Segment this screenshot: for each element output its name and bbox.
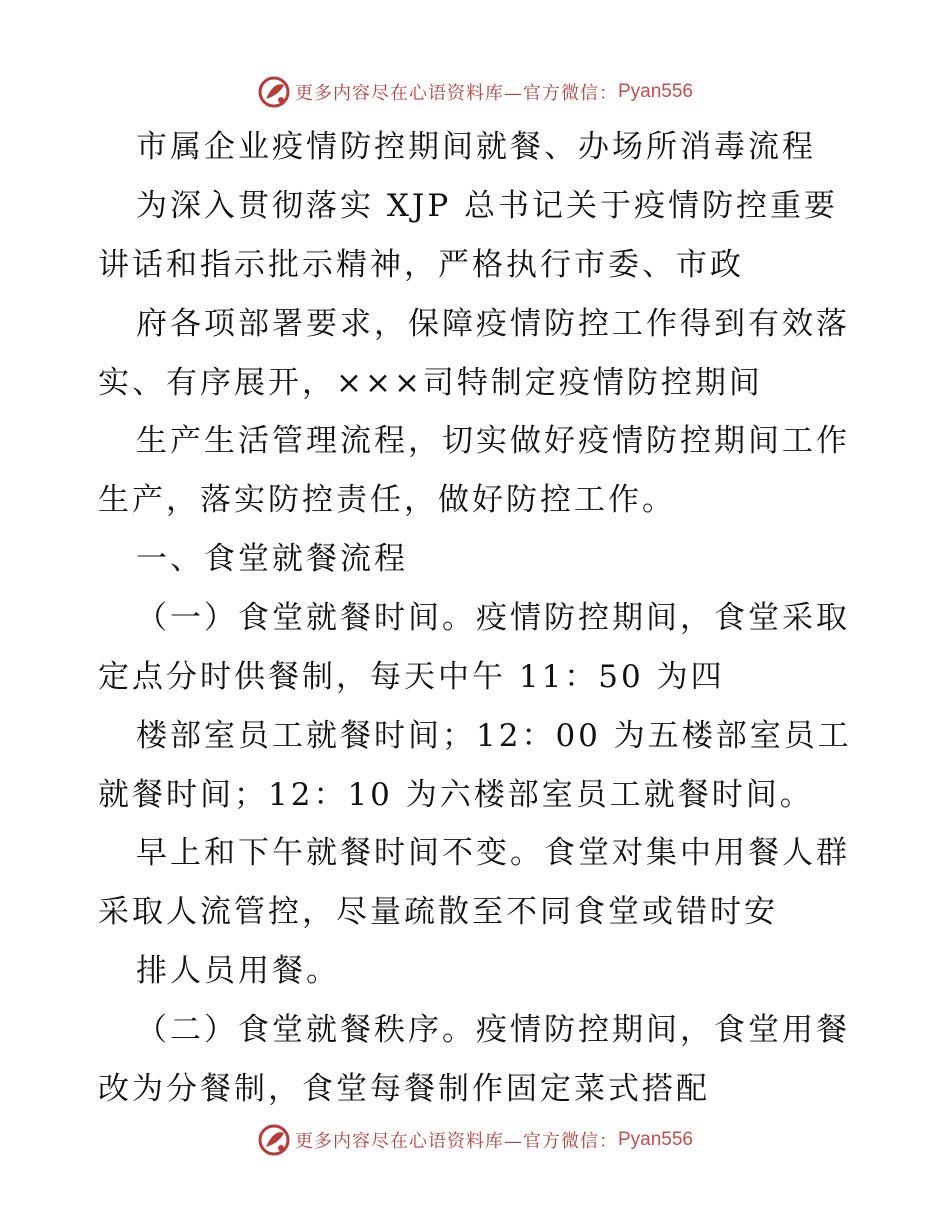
paragraph-line: 为深入贯彻落实 XJP 总书记关于疫情防控重要 bbox=[136, 188, 839, 224]
leaf-seal-icon bbox=[257, 1123, 291, 1157]
paragraph-line: 生产生活管理流程，切实做好疫情防控期间工作 bbox=[136, 423, 850, 459]
paragraph-line: 生产，落实防控责任，做好防控工作。 bbox=[98, 482, 676, 518]
paragraph-line: 府各项部署要求，保障疫情防控工作得到有效落 bbox=[136, 306, 850, 342]
paragraph-line: 改为分餐制，食堂每餐制作固定菜式搭配 bbox=[98, 1071, 710, 1107]
paragraph-line: 排人员用餐。 bbox=[136, 953, 340, 989]
paragraph-line: 讲话和指示批示精神，严格执行市委、市政 bbox=[98, 247, 744, 283]
paragraph-line: 楼部室员工就餐时间；12：00 为五楼部室员工 bbox=[136, 718, 852, 754]
watermark-wechat-id: Pyan556 bbox=[617, 1129, 693, 1150]
section-heading: 一、食堂就餐流程 bbox=[136, 541, 408, 577]
paragraph-line: 定点分时供餐制，每天中午 11：50 为四 bbox=[98, 659, 725, 695]
watermark-text: 更多内容尽在心语资料库—官方微信： bbox=[294, 83, 618, 104]
paragraph-line: （一）食堂就餐时间。疫情防控期间，食堂采取 bbox=[136, 600, 850, 636]
document-title: 市属企业疫情防控期间就餐、办场所消毒流程 bbox=[136, 129, 816, 165]
paragraph-line: 就餐时间；12：10 为六楼部室员工就餐时间。 bbox=[98, 777, 814, 813]
paragraph-line: 实、有序展开，×××司特制定疫情防控期间 bbox=[98, 365, 763, 401]
paragraph-line: （二）食堂就餐秩序。疫情防控期间，食堂用餐 bbox=[136, 1012, 850, 1048]
paragraph-line: 采取人流管控，尽量疏散至不同食堂或错时安 bbox=[98, 894, 778, 930]
watermark-text: 更多内容尽在心语资料库—官方微信： bbox=[294, 1131, 618, 1152]
paragraph-line: 早上和下午就餐时间不变。食堂对集中用餐人群 bbox=[136, 835, 850, 871]
watermark-footer bbox=[0, 1120, 950, 1160]
watermark-wechat-id: Pyan556 bbox=[617, 81, 693, 102]
